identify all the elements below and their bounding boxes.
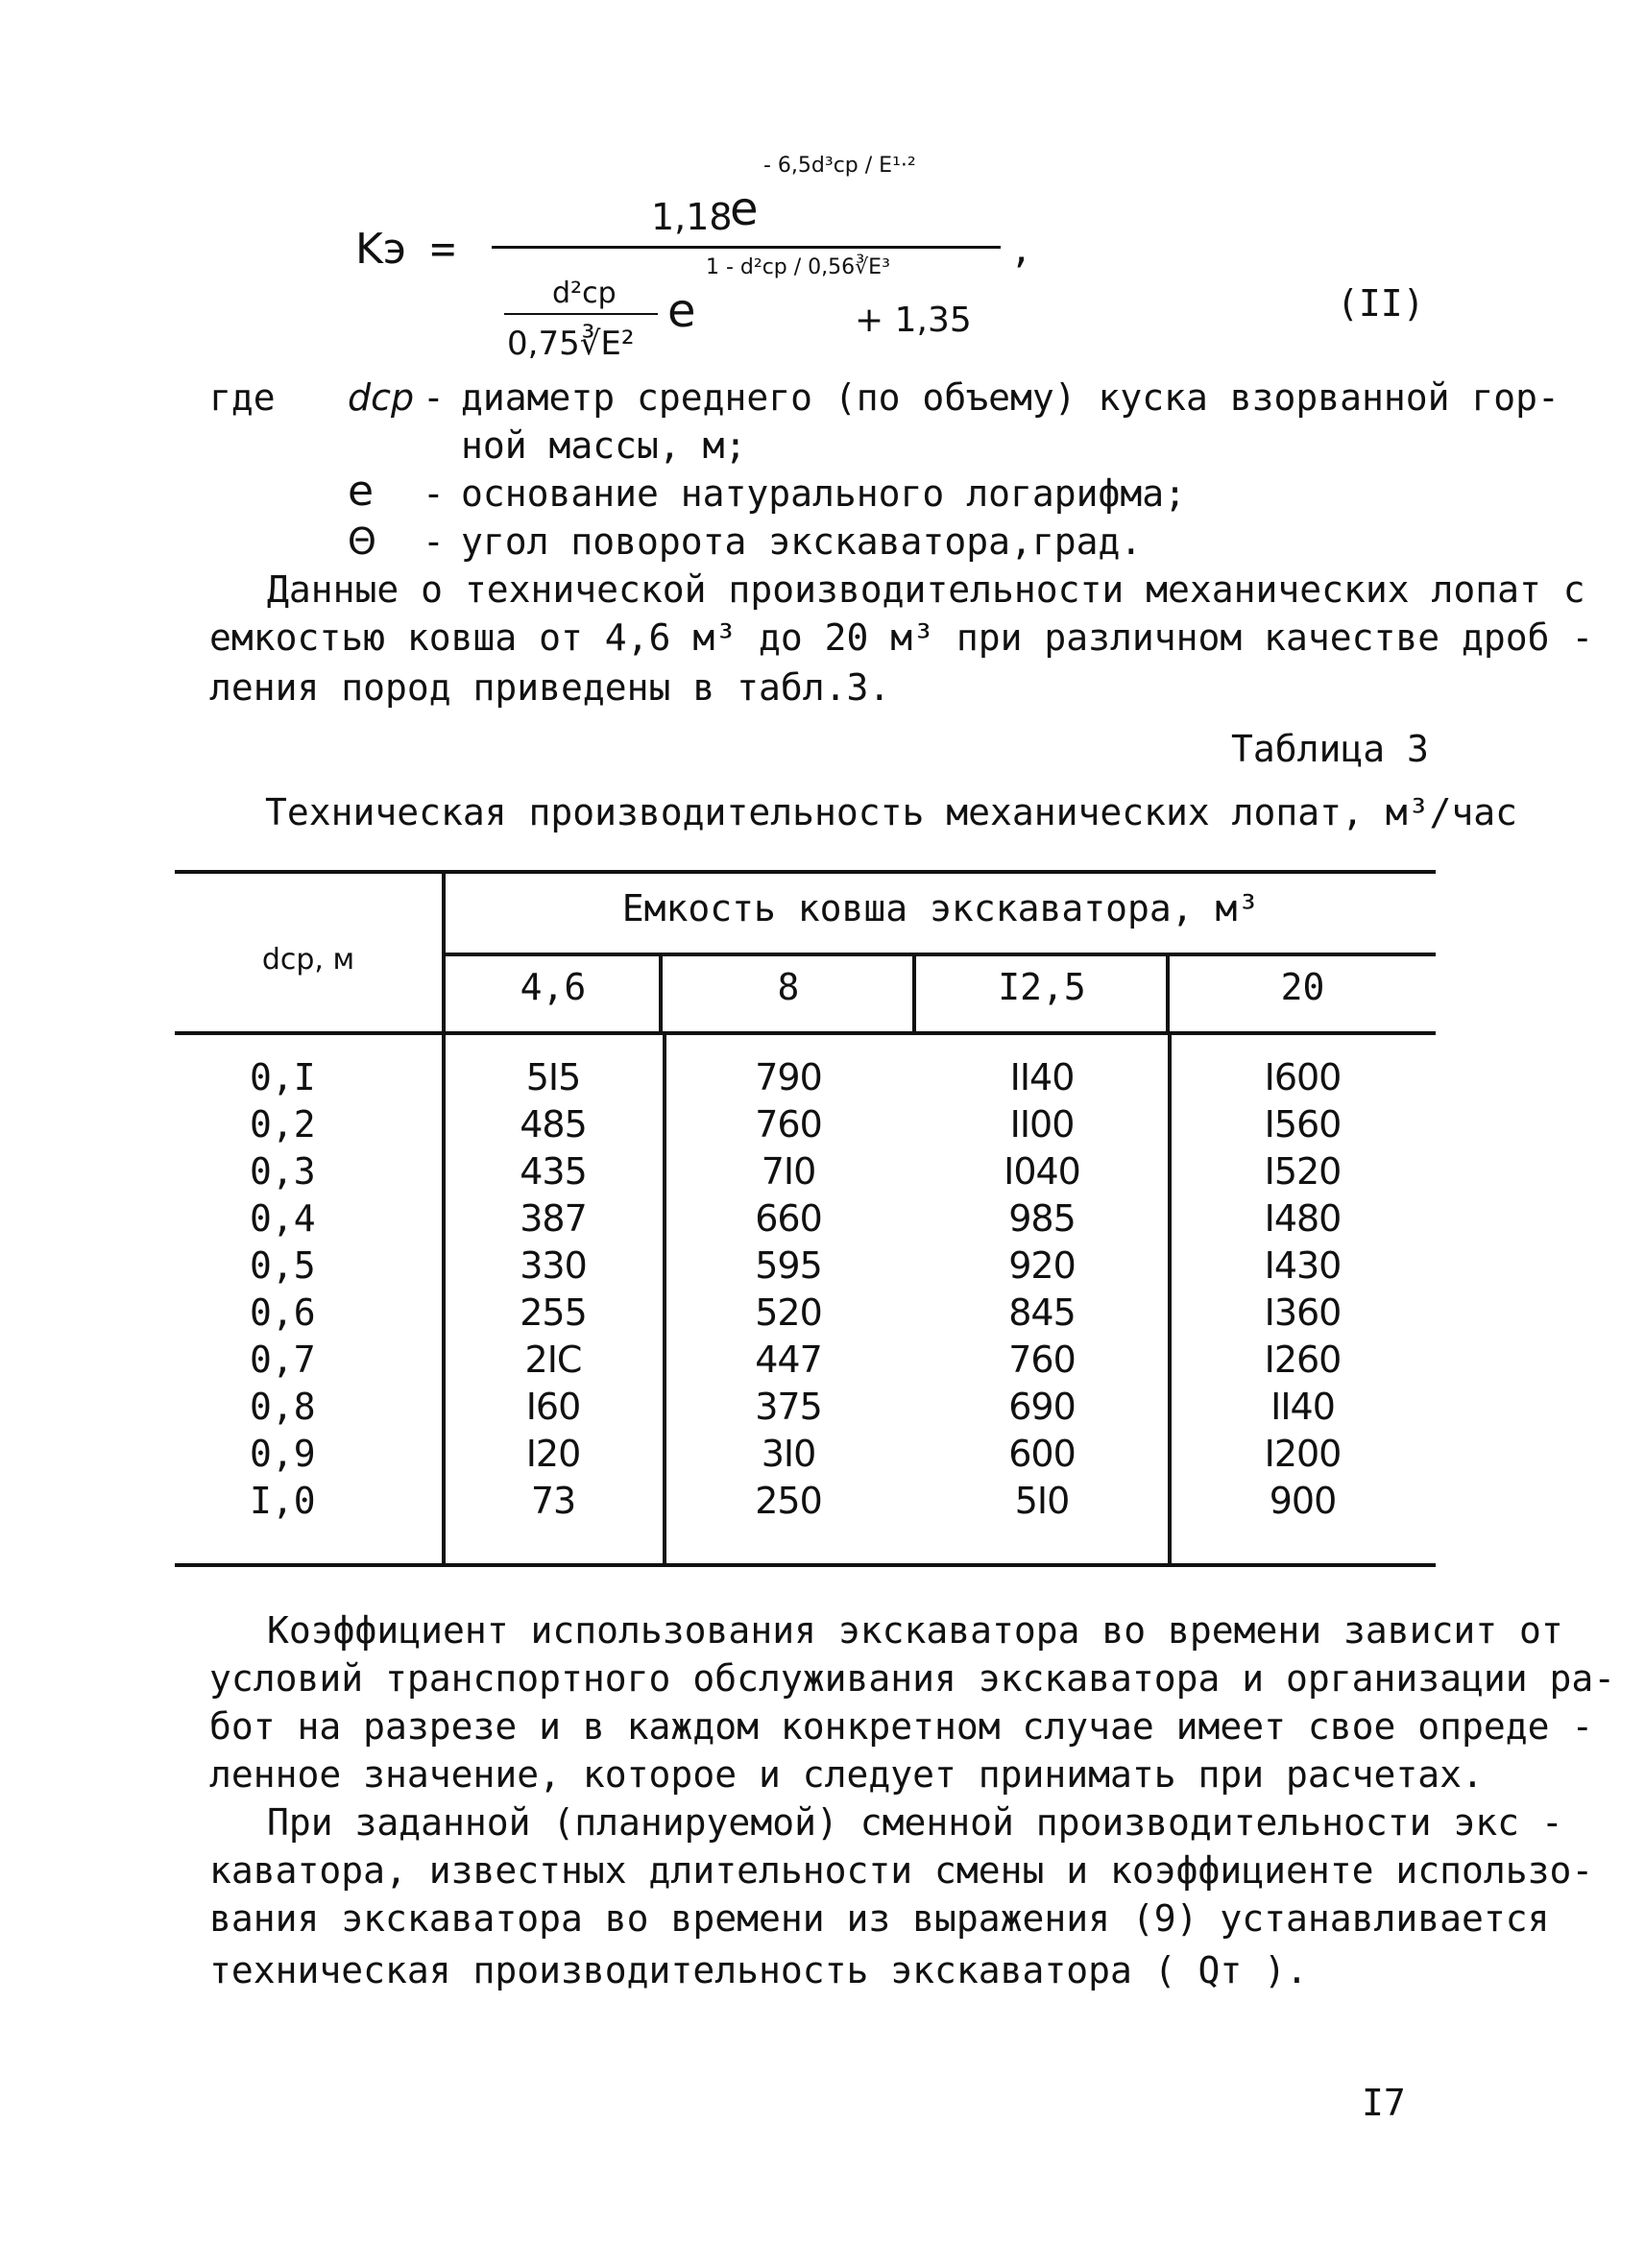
definition-dash: -: [423, 376, 445, 419]
cell-value: 985: [1008, 1197, 1076, 1240]
cell-value: 73: [530, 1480, 576, 1522]
cell-value: 375: [755, 1386, 822, 1428]
cell-value: I60: [525, 1386, 581, 1428]
cell-value: 250: [755, 1480, 822, 1522]
denominator-fraction-denominator: 0,75∛E²: [507, 325, 635, 363]
denominator-exp-base: e: [667, 284, 696, 338]
paragraph-line: ленное значение, которое и следует принимать при расчетах.: [209, 1753, 1484, 1796]
cell-value: I260: [1264, 1339, 1342, 1381]
table-header-rule: [175, 1031, 1436, 1035]
cell-value: I430: [1264, 1244, 1342, 1287]
column-header: 20: [1280, 966, 1325, 1008]
paragraph-line: бот на разрезе и в каждом конкретном случае имеет свое опреде -: [209, 1705, 1594, 1748]
formula-lhs: Kэ: [355, 225, 407, 274]
column-header: 8: [777, 966, 800, 1008]
row-d-value: 0,8: [250, 1386, 316, 1428]
row-d-value: I,0: [250, 1480, 316, 1522]
numerator-exponent: - 6,5d³cp / E¹·²: [763, 154, 916, 178]
definition-symbol: Θ: [348, 520, 376, 563]
row-d-value: 0,6: [250, 1291, 316, 1334]
denominator-fraction-bar: [504, 313, 658, 315]
group-header: Емкость ковша экскаватора, м³: [621, 887, 1260, 929]
cell-value: I520: [1264, 1150, 1342, 1193]
paragraph-line: техническая производительность экскаватора ( Qт ).: [209, 1949, 1308, 1991]
cell-value: I480: [1264, 1197, 1342, 1240]
cell-value: 760: [755, 1103, 822, 1146]
definition-symbol: dcp: [348, 376, 415, 419]
table-label: Таблица 3: [1231, 728, 1429, 770]
denominator-exponent: 1 - d²cp / 0,56∛E³: [706, 255, 890, 279]
cell-value: 485: [520, 1103, 587, 1146]
cell-value: 920: [1008, 1244, 1076, 1287]
row-d-value: 0,2: [250, 1103, 316, 1146]
cell-value: 520: [755, 1291, 822, 1334]
cell-value: 790: [755, 1056, 822, 1098]
column-header: I2,5: [998, 966, 1086, 1008]
definitions-where: где: [209, 376, 276, 419]
cell-value: II40: [1270, 1386, 1335, 1428]
cell-value: 600: [1008, 1433, 1076, 1475]
definition-text: ной массы, м;: [461, 424, 747, 467]
cell-value: II00: [1009, 1103, 1075, 1146]
cell-value: 3I0: [761, 1433, 816, 1475]
definition-symbol: e: [348, 467, 375, 516]
column-header: 4,6: [520, 966, 587, 1008]
paragraph-line: Коэффициент использования экскаватора во времени зависит от: [267, 1609, 1563, 1652]
cell-value: 255: [520, 1291, 587, 1334]
cell-value: 387: [520, 1197, 587, 1240]
denominator-addend: + 1,35: [855, 301, 972, 340]
cell-value: 5I0: [1014, 1480, 1070, 1522]
table-top-rule: [175, 870, 1436, 874]
cell-value: 660: [755, 1197, 822, 1240]
table-caption: Техническая производительность механических лопат, м³/час: [265, 791, 1518, 833]
paragraph-line: ления пород приведены в табл.3.: [209, 666, 891, 709]
paragraph-line: Данные о технической производительности механических лопат с: [267, 568, 1585, 611]
cell-value: II40: [1009, 1056, 1075, 1098]
cell-value: 900: [1269, 1480, 1337, 1522]
cell-value: I200: [1264, 1433, 1342, 1475]
cell-value: 447: [755, 1339, 822, 1381]
definition-text: диаметр среднего (по объему) куска взорванной гор-: [461, 376, 1560, 419]
cell-value: I360: [1264, 1291, 1342, 1334]
formula-trailing-comma: ,: [1010, 229, 1032, 271]
cell-value: 435: [520, 1150, 587, 1193]
definition-dash: -: [423, 472, 445, 515]
row-header: dcp, м: [261, 943, 355, 977]
cell-value: 7I0: [761, 1150, 816, 1193]
row-d-value: 0,3: [250, 1150, 316, 1193]
cell-value: I600: [1264, 1056, 1342, 1098]
definition-text: угол поворота экскаватора,град.: [461, 520, 1143, 563]
paragraph-line: условий транспортного обслуживания экскаватора и организации ра-: [209, 1657, 1616, 1700]
paragraph-line: вания экскаватора во времени из выражения (9) устанавливается: [209, 1897, 1550, 1940]
page-number: I7: [1362, 2082, 1406, 2124]
definition-dash: -: [423, 520, 445, 563]
row-d-value: 0,I: [250, 1056, 316, 1098]
denominator-fraction-numerator: d²cp: [552, 277, 617, 310]
cell-value: 845: [1008, 1291, 1076, 1334]
formula-number: (II): [1337, 282, 1425, 325]
table-group-rule: [444, 953, 1436, 956]
row-d-value: 0,7: [250, 1339, 316, 1381]
numerator-exp-base: e: [730, 182, 759, 236]
cell-value: I040: [1004, 1150, 1080, 1193]
cell-value: 760: [1008, 1339, 1076, 1381]
numerator-coefficient: 1,18: [651, 196, 733, 238]
row-d-value: 0,4: [250, 1197, 316, 1240]
definition-text: основание натурального логарифма;: [461, 472, 1186, 515]
formula-equals: =: [430, 225, 456, 274]
row-d-value: 0,5: [250, 1244, 316, 1287]
cell-value: 2IC: [524, 1339, 582, 1381]
paragraph-line: При заданной (планируемой) сменной производительности экс -: [267, 1801, 1563, 1844]
cell-value: I560: [1264, 1103, 1342, 1146]
paragraph-line: емкостью ковша от 4,6 м³ до 20 м³ при различном качестве дроб -: [209, 616, 1594, 659]
cell-value: 5I5: [525, 1056, 581, 1098]
row-d-value: 0,9: [250, 1433, 316, 1475]
paragraph-line: каватора, известных длительности смены и коэффициенте использо-: [209, 1849, 1594, 1892]
cell-value: 690: [1008, 1386, 1076, 1428]
cell-value: I20: [525, 1433, 581, 1475]
cell-value: 330: [520, 1244, 587, 1287]
cell-value: 595: [755, 1244, 822, 1287]
table-bottom-rule: [175, 1563, 1436, 1567]
main-fraction-bar: [492, 246, 1001, 249]
